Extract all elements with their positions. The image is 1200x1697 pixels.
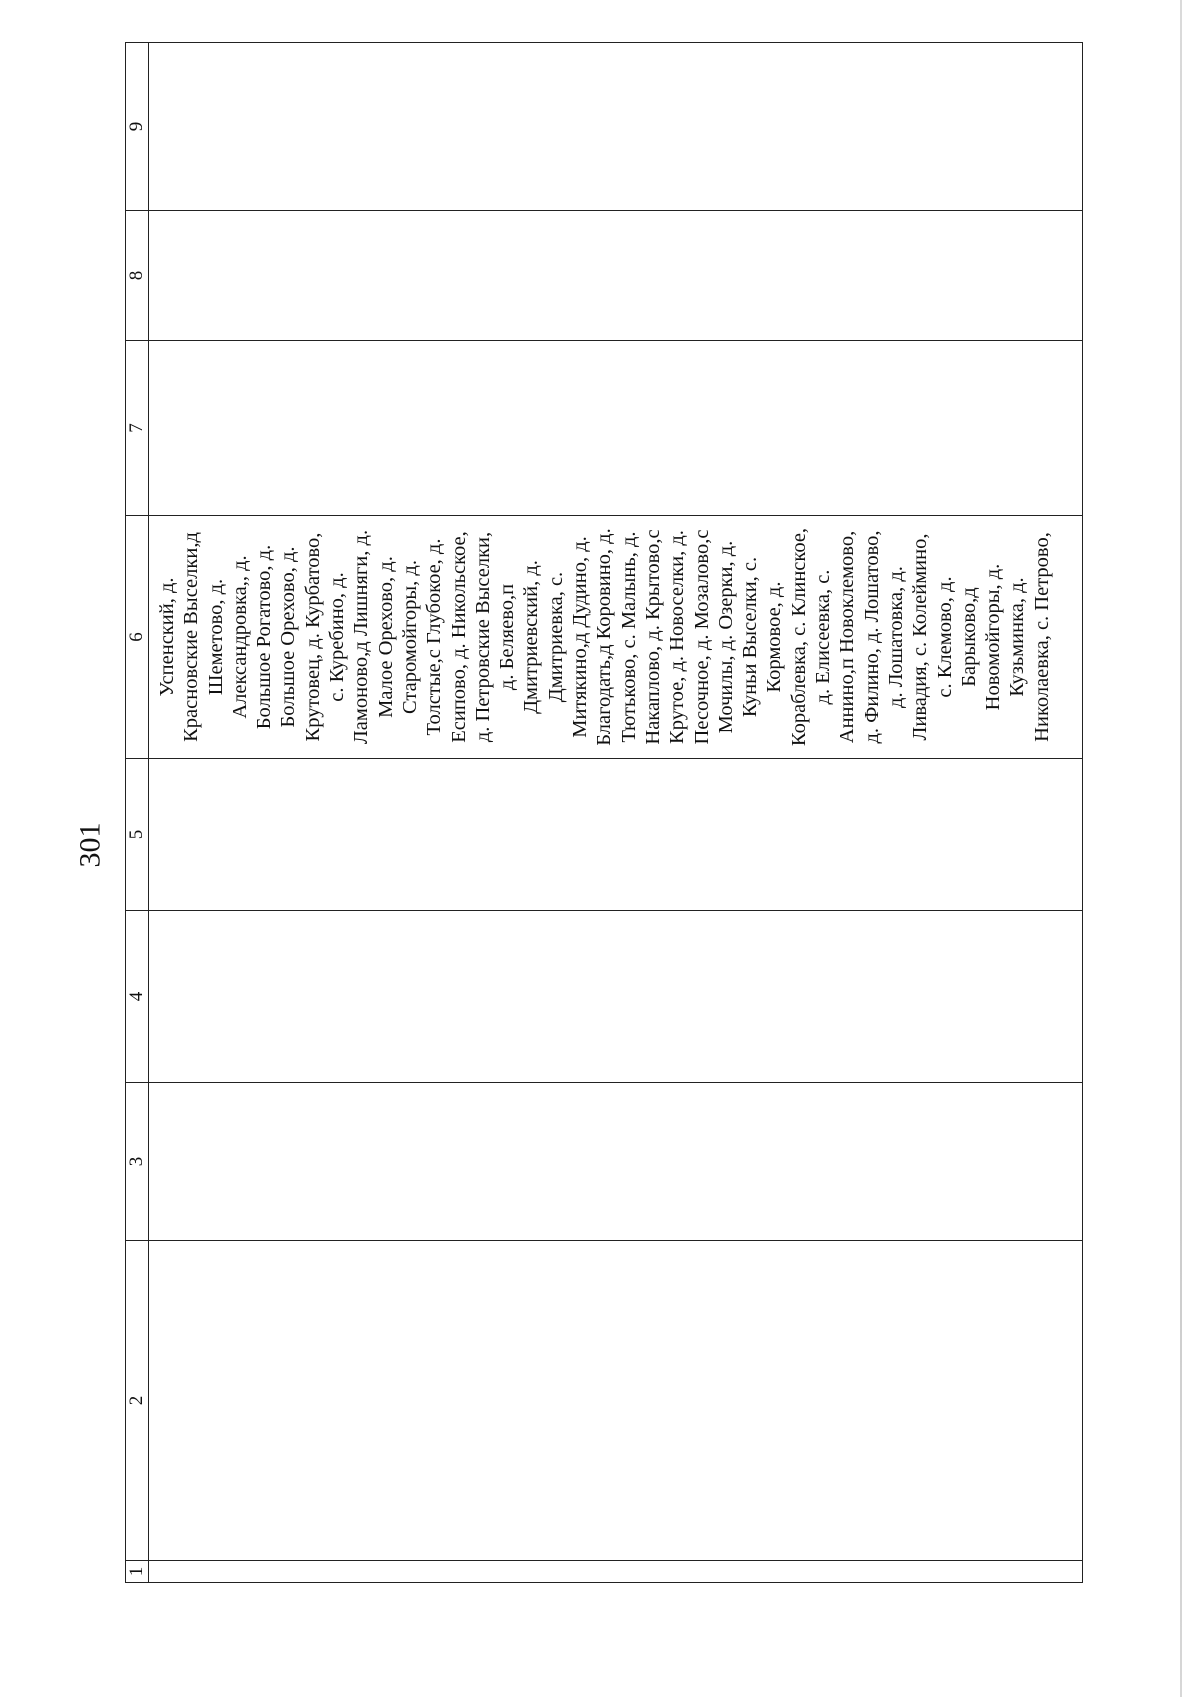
table-cell bbox=[149, 1241, 1083, 1561]
settlement-line: Красновские Выселки,д bbox=[180, 532, 203, 742]
settlement-line: Аннино,п Новоклемово, bbox=[836, 530, 859, 744]
settlement-line: д. Лошатовка, д. bbox=[884, 566, 907, 708]
settlement-line: Большое Рогатово, д. bbox=[253, 544, 276, 730]
settlement-line: Новомойгоры, д. bbox=[982, 563, 1005, 711]
column-header: 9 bbox=[126, 43, 149, 211]
column-header: 1 bbox=[126, 1561, 149, 1583]
table-cell bbox=[149, 341, 1083, 516]
table-cell bbox=[149, 43, 1083, 211]
settlement-line: Куньи Выселки, с. bbox=[739, 556, 762, 718]
settlement-line: Николаевка, с. Петрово, bbox=[1030, 532, 1053, 742]
settlement-line: Большое Орехово, д. bbox=[277, 546, 300, 728]
table-cell bbox=[149, 211, 1083, 341]
settlement-line: Мочилы, д. Озерки, д. bbox=[714, 540, 737, 734]
column-header: 2 bbox=[126, 1241, 149, 1561]
table-cell bbox=[149, 759, 1083, 911]
column-header: 4 bbox=[126, 911, 149, 1083]
table-header-row bbox=[126, 43, 149, 1583]
settlement-line: Благодать,д Коровино, д. bbox=[593, 528, 616, 746]
settlement-line: с. Куребино, д. bbox=[326, 572, 349, 702]
table-cell bbox=[149, 911, 1083, 1083]
page-number: 301 bbox=[73, 822, 107, 868]
settlement-line: Шеметово, д. bbox=[204, 578, 227, 696]
settlement-line: Дмитриевский, д. bbox=[520, 560, 543, 714]
settlement-line: Тютьково, с. Малынь, д. bbox=[617, 531, 640, 743]
settlement-line: Крутое, д. Новоселки, д. bbox=[666, 530, 689, 744]
settlement-line: Дмитриевка, с. bbox=[544, 571, 567, 703]
settlement-line: д. Петровские Выселки, bbox=[471, 531, 494, 743]
settlement-line: Старомойгоры, д. bbox=[398, 560, 421, 714]
settlement-line: Кораблевка, с. Клинское, bbox=[787, 527, 810, 747]
settlement-line: Митякино,д Дудино, д. bbox=[569, 536, 592, 738]
rotated-table-container bbox=[125, 43, 1083, 1583]
table-row bbox=[149, 43, 1083, 1583]
column-header: 7 bbox=[126, 341, 149, 516]
settlement-line: Есипово, д. Никольское, bbox=[447, 531, 470, 743]
settlement-line: Барыково,д bbox=[957, 587, 980, 687]
settlement-line: Кузьминка, д. bbox=[1006, 577, 1029, 697]
settlements-table bbox=[125, 42, 1083, 1583]
settlement-line: с. Клемово, д. bbox=[933, 576, 956, 698]
settlement-line: Кормовое, д. bbox=[763, 581, 786, 693]
column-header: 8 bbox=[126, 211, 149, 341]
table-cell bbox=[149, 1083, 1083, 1241]
settlements-list-cell bbox=[149, 516, 1083, 759]
column-header: 6 bbox=[126, 516, 149, 759]
settlement-line: Ливадия, с. Колеймино, bbox=[909, 533, 932, 741]
settlement-line: Песочное, д. Мозалово,с bbox=[690, 529, 713, 745]
settlement-line: Малое Орехово, д. bbox=[374, 556, 397, 718]
table-cell bbox=[149, 1561, 1083, 1583]
settlement-line: Крутовец, д. Курбатово, bbox=[301, 532, 324, 742]
settlement-line: Успенский, д. bbox=[156, 577, 178, 697]
scan-page-edge bbox=[1180, 0, 1182, 1697]
column-header: 3 bbox=[126, 1083, 149, 1241]
settlement-line: Накаплово, д. Крытово,с bbox=[641, 529, 664, 745]
settlement-line: д. Беляево,п bbox=[496, 583, 519, 691]
settlement-line: д. Елисеевка, с. bbox=[812, 569, 835, 705]
settlement-line: Ламоново,д Лишняги, д. bbox=[350, 529, 373, 745]
settlement-line: Александровка,, д. bbox=[228, 555, 251, 719]
column-header: 5 bbox=[126, 759, 149, 911]
settlement-line: Толстые,с Глубокое, д. bbox=[423, 538, 446, 736]
settlement-line: д. Филино, д. Лошатово, bbox=[860, 530, 883, 744]
